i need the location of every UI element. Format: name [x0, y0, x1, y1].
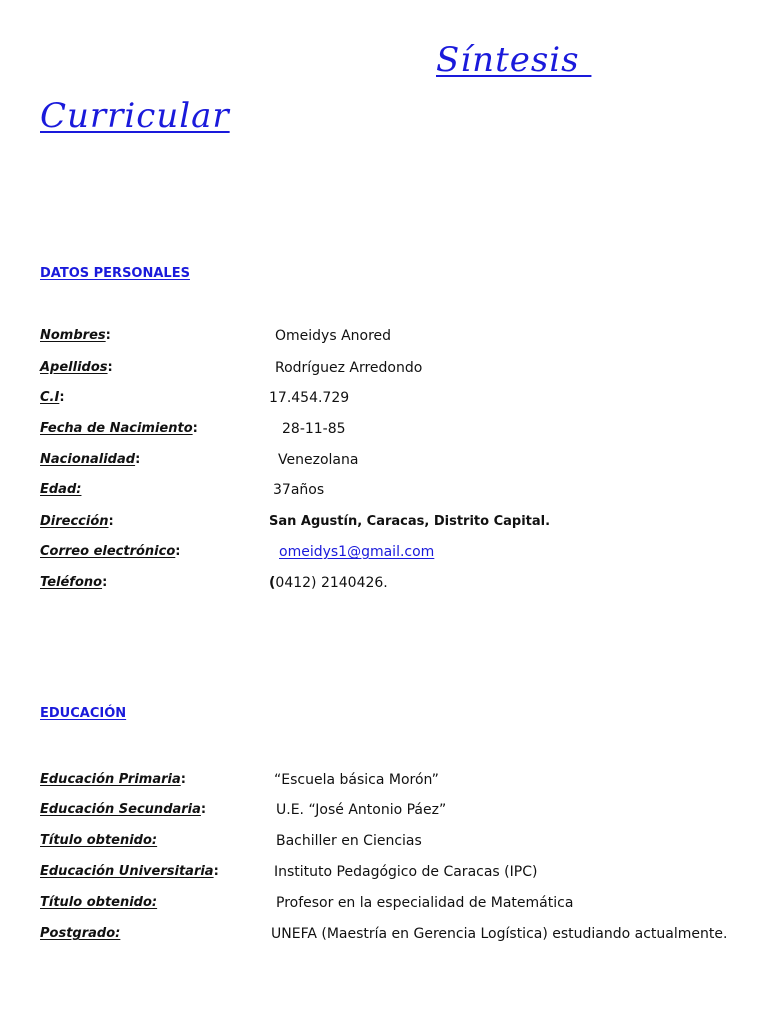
field-value: San Agustín, Caracas, Distrito Capital.: [269, 514, 551, 529]
field-row-nacionalidad: [40, 452, 740, 472]
field-value: UNEFA (Maestría en Gerencia Logística) estudiando actualmente.: [271, 926, 728, 942]
field-label: Apellidos:: [40, 360, 113, 375]
field-row-educacion-universitaria: [40, 864, 740, 884]
field-value: Rodríguez Arredondo: [275, 360, 423, 376]
field-label: Nacionalidad:: [40, 452, 141, 467]
field-row-edad: [40, 482, 740, 502]
field-row-educacion-primaria: [40, 772, 740, 792]
field-value: Bachiller en Ciencias: [276, 833, 422, 849]
field-label: Teléfono:: [40, 575, 108, 590]
field-row-direccion: [40, 514, 740, 534]
field-value: U.E. “José Antonio Páez”: [276, 802, 447, 818]
field-label: Postgrado:: [40, 926, 121, 941]
field-label: Dirección:: [40, 514, 114, 529]
field-row-ci: [40, 390, 740, 410]
section-heading-education: EDUCACIÓN: [40, 706, 127, 721]
email-link[interactable]: omeidys1@gmail.com: [279, 544, 435, 560]
field-row-titulo-universitario: [40, 895, 740, 915]
field-label: Nombres:: [40, 328, 111, 343]
field-label: Correo electrónico:: [40, 544, 181, 559]
field-value: Omeidys Anored: [275, 328, 392, 344]
field-label: Título obtenido:: [40, 895, 158, 910]
field-value: (0412) 2140426.: [269, 575, 388, 591]
field-label: Educación Secundaria:: [40, 802, 207, 817]
field-row-educacion-secundaria: [40, 802, 740, 822]
field-label: Edad:: [40, 482, 82, 497]
field-row-apellidos: [40, 360, 740, 380]
field-row-correo: [40, 544, 740, 564]
field-label: Fecha de Nacimiento:: [40, 421, 198, 436]
field-label: Título obtenido:: [40, 833, 158, 848]
section-heading-personal: DATOS PERSONALES: [40, 266, 190, 281]
field-row-fecha-nacimiento: [40, 421, 740, 441]
field-label: C.I:: [40, 390, 65, 405]
field-row-titulo-secundaria: [40, 833, 740, 853]
field-value: 28-11-85: [282, 421, 346, 437]
field-label: Educación Universitaria:: [40, 864, 219, 879]
document-title-line2: Curricular: [40, 96, 230, 136]
field-label: Educación Primaria:: [40, 772, 186, 787]
field-row-telefono: [40, 575, 740, 595]
field-row-postgrado: [40, 926, 740, 946]
field-value: Profesor en la especialidad de Matemática: [276, 895, 574, 911]
field-value: Instituto Pedagógico de Caracas (IPC): [274, 864, 538, 880]
field-value: Venezolana: [278, 452, 359, 468]
field-value: “Escuela básica Morón”: [274, 772, 439, 788]
document-title-line1: Síntesis: [436, 40, 592, 80]
field-value: 17.454.729: [269, 390, 350, 406]
field-row-nombres: [40, 328, 740, 348]
field-value: 37años: [273, 482, 325, 498]
